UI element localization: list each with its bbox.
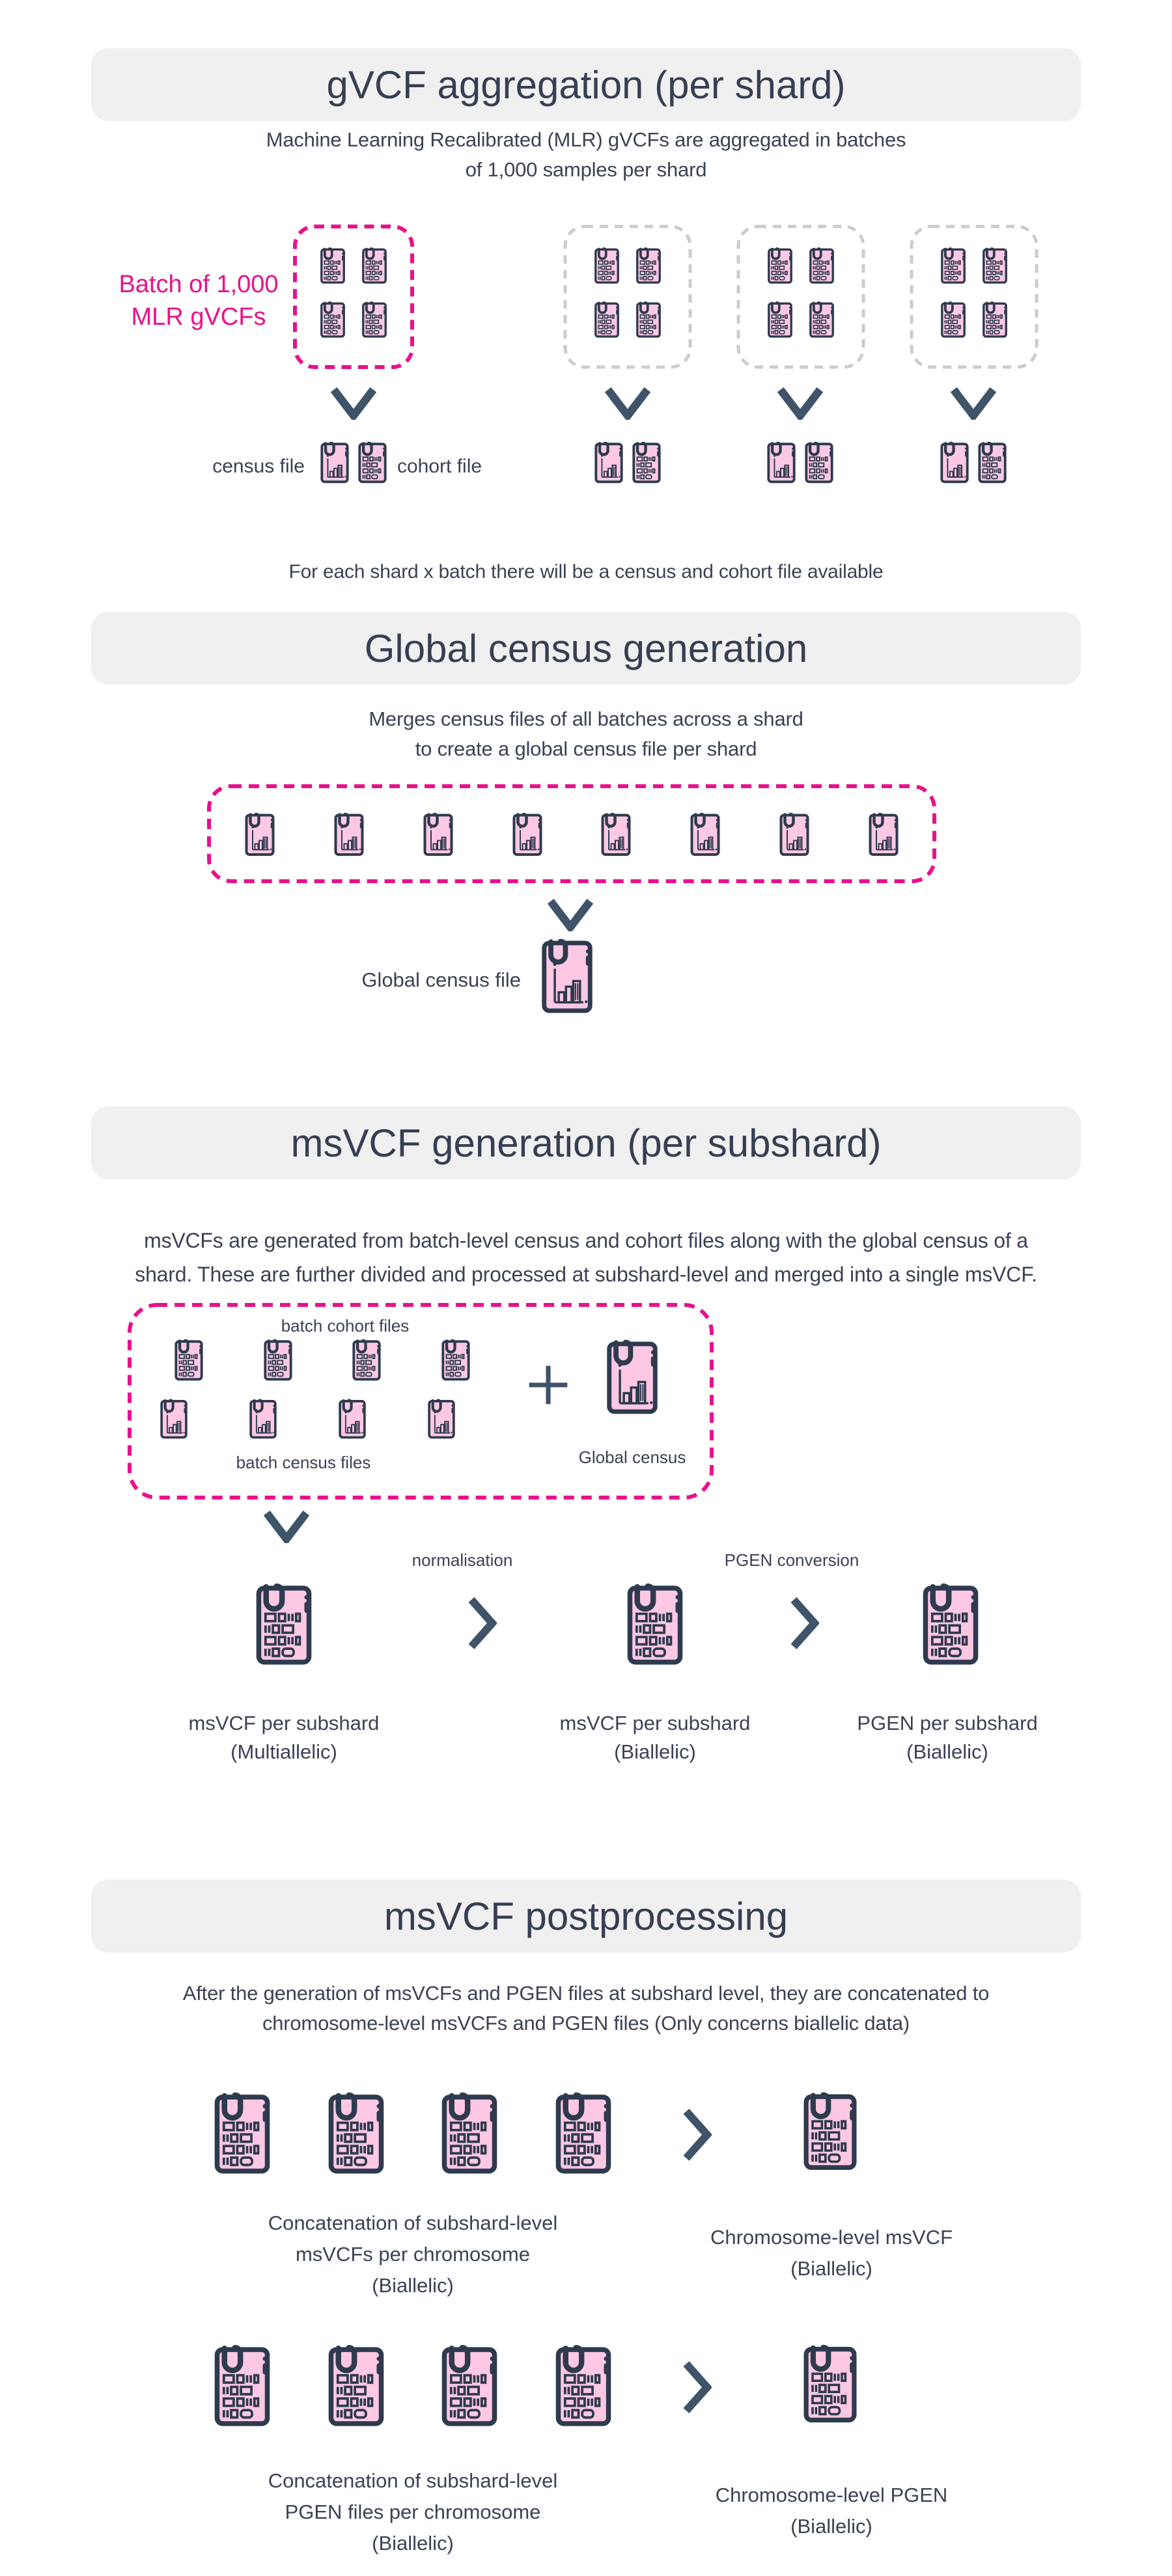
- gvcf-file-icon: [593, 245, 621, 285]
- chevron-right-icon: [682, 2107, 712, 2162]
- plus-icon: [527, 1364, 569, 1406]
- pgen-file-icon: [212, 2340, 273, 2429]
- gvcf-file-icon: [940, 299, 967, 339]
- normalisation-label: normalisation: [412, 1550, 513, 1570]
- msvcf-file-icon: [553, 2088, 614, 2176]
- section-title: Global census generation: [364, 626, 808, 670]
- gvcf-file-icon: [361, 245, 388, 285]
- pgen-conversion-label: PGEN conversion: [724, 1550, 859, 1570]
- msvcf-biallelic-file-icon: [624, 1579, 686, 1667]
- gvcf-file-icon: [319, 299, 346, 339]
- subtitle-line: Machine Learning Recalibrated (MLR) gVCFs are aggregated in batches: [266, 128, 906, 151]
- gvcf-file-icon: [361, 299, 388, 339]
- cohort-file-icon: [631, 439, 662, 485]
- census-file-icon: [422, 810, 454, 858]
- chevron-down-icon: [777, 387, 824, 420]
- census-file-icon: [689, 810, 721, 858]
- concatenation-pgen-label: Concatenation of subshard-level PGEN files per chromosome (Biallelic): [268, 2469, 558, 2555]
- concatenation-msvcf-label: Concatenation of subshard-level msVCFs per chromosome (Biallelic): [268, 2212, 558, 2297]
- batch-callout-label: Batch of 1,000 MLR gVCFs: [119, 271, 279, 331]
- gvcf-file-icon: [808, 245, 835, 285]
- batch-box-1: [293, 225, 414, 369]
- census-file-icon: [244, 810, 276, 858]
- section-subtitle: [0, 1979, 1172, 2038]
- chevron-down-icon: [263, 1510, 310, 1543]
- census-file-label: census file: [212, 456, 305, 477]
- subshard-pgen-files-row: [212, 2340, 614, 2429]
- census-file-icon: [426, 1397, 456, 1440]
- cohort-file-label: cohort file: [397, 456, 482, 477]
- cohort-file-icon: [977, 439, 1008, 485]
- census-file-icon: [511, 810, 544, 858]
- census-file-icon: [593, 439, 624, 485]
- batch-box-3: [736, 225, 865, 369]
- msvcf-multiallelic-file-icon: [253, 1579, 314, 1667]
- section-header-postprocessing: [91, 1880, 1081, 1953]
- census-file-icon: [248, 1397, 278, 1440]
- census-file-strip: [207, 784, 936, 883]
- pgen-file-icon: [326, 2340, 387, 2429]
- chevron-right-icon: [682, 2360, 712, 2415]
- gvcf-file-icon: [319, 245, 346, 285]
- section-subtitle: [0, 1224, 1172, 1291]
- gvcf-file-icon: [981, 245, 1009, 285]
- cohort-file-icon: [173, 1337, 204, 1382]
- subtitle-line: Merges census files of all batches across a shard: [369, 707, 803, 730]
- msvcf-file-icon: [212, 2088, 273, 2176]
- batch-box-4: [910, 225, 1039, 369]
- chevron-down-icon: [950, 387, 997, 420]
- pgen-file-icon: [553, 2340, 614, 2429]
- section-header-msvcf-generation: [91, 1106, 1081, 1179]
- census-file-icon: [778, 810, 811, 858]
- census-cohort-pair: [319, 439, 388, 485]
- chevron-down-icon: [330, 387, 377, 420]
- batch-cohort-files-row: [173, 1337, 471, 1382]
- batch-census-files-row: [159, 1397, 456, 1440]
- cohort-file-icon: [357, 439, 388, 485]
- subtitle-line: chromosome-level msVCFs and PGEN files (Only concerns biallelic data): [262, 2012, 910, 2035]
- section-header-global-census: [91, 612, 1081, 685]
- census-file-icon: [159, 1397, 189, 1440]
- stage-label-pgen: PGEN per subshard (Biallelic): [857, 1712, 1038, 1763]
- subtitle-line: msVCFs are generated from batch-level census and cohort files along with the global census of a: [144, 1229, 1028, 1252]
- global-census-file-label: Global census file: [361, 968, 521, 991]
- msvcf-file-icon: [326, 2088, 387, 2176]
- subshard-msvcf-files-row: [212, 2088, 614, 2176]
- batch-box-2: [563, 225, 692, 369]
- chromosome-pgen-file-icon: [801, 2340, 859, 2426]
- census-file-icon: [333, 810, 365, 858]
- census-file-icon: [766, 439, 797, 485]
- stage-label-biallelic: msVCF per subshard (Biallelic): [559, 1712, 751, 1763]
- subtitle-line: After the generation of msVCFs and PGEN files at subshard level, they are concatenated to: [182, 1982, 990, 2005]
- batch-cohort-files-label: batch cohort files: [281, 1316, 410, 1336]
- chevron-down-icon: [547, 898, 594, 931]
- global-census-file-icon: [539, 935, 595, 1016]
- global-census-file-icon: [604, 1336, 660, 1417]
- gvcf-file-icon: [593, 299, 621, 339]
- census-cohort-pair: [593, 439, 662, 485]
- census-cohort-pair: [939, 439, 1008, 485]
- subtitle-line: of 1,000 samples per shard: [465, 158, 707, 181]
- gvcf-file-icon: [940, 245, 967, 285]
- global-census-label: Global census: [578, 1447, 686, 1467]
- chromosome-msvcf-file-icon: [801, 2088, 859, 2173]
- chevron-down-icon: [604, 387, 651, 420]
- gvcf-file-icon: [766, 299, 794, 339]
- section-subtitle: [0, 125, 1172, 185]
- census-file-icon: [867, 810, 900, 858]
- pgen-file-icon: [920, 1579, 981, 1667]
- batch-census-files-label: batch census files: [236, 1453, 371, 1472]
- gvcf-file-icon: [635, 245, 662, 285]
- subtitle-line: to create a global census file per shard: [415, 737, 757, 760]
- chromosome-pgen-label: Chromosome-level PGEN (Biallelic): [715, 2484, 948, 2538]
- gvcf-file-icon: [766, 245, 794, 285]
- cohort-file-icon: [803, 439, 835, 485]
- section-subtitle: [0, 704, 1172, 764]
- pgen-file-icon: [439, 2340, 500, 2429]
- section-header-gvcf-aggregation: [91, 48, 1081, 121]
- section-title: msVCF postprocessing: [384, 1894, 788, 1938]
- census-file-icon: [319, 439, 350, 485]
- subtitle-line: shard. These are further divided and processed at subshard-level and merged into a single msVCF.: [135, 1263, 1037, 1286]
- census-file-icon: [337, 1397, 367, 1440]
- section-title: gVCF aggregation (per shard): [326, 62, 846, 107]
- msvcf-file-icon: [439, 2088, 500, 2176]
- cohort-file-icon: [440, 1337, 471, 1382]
- chromosome-msvcf-label: Chromosome-level msVCF (Biallelic): [710, 2226, 953, 2280]
- section-title: msVCF generation (per subshard): [290, 1121, 882, 1165]
- gvcf-file-icon: [981, 299, 1009, 339]
- section-footnote: For each shard x batch there will be a census and cohort file available: [288, 561, 884, 582]
- census-file-icon: [600, 810, 632, 858]
- gvcf-file-icon: [635, 299, 662, 339]
- census-file-icon: [939, 439, 970, 485]
- chevron-right-icon: [467, 1596, 497, 1651]
- cohort-file-icon: [351, 1337, 382, 1382]
- gvcf-file-icon: [808, 299, 835, 339]
- stage-label-multiallelic: msVCF per subshard (Multiallelic): [188, 1712, 380, 1763]
- census-cohort-pair: [766, 439, 835, 485]
- cohort-file-icon: [262, 1337, 294, 1382]
- chevron-right-icon: [789, 1596, 819, 1651]
